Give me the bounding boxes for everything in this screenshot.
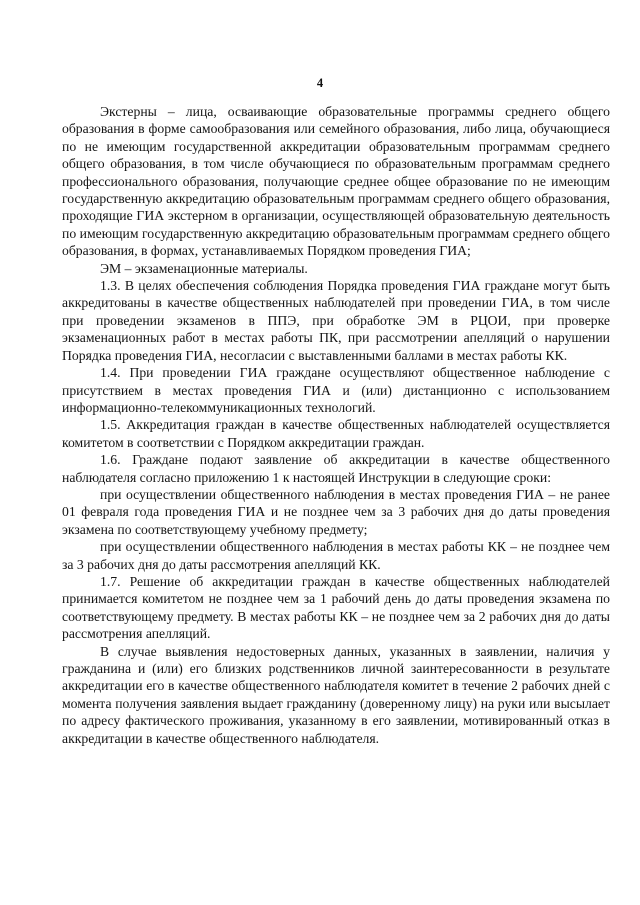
paragraph-externs-definition: Экстерны – лица, осваивающие образовательные программы среднего общего образования в форме самообразования или семейного образования, либо лица, обучающиеся по не имеющим государственной аккредитации образовательным программам среднего общего образования, в том числе обучающиеся по образовательным программам среднего профессионального образования, получающие среднее общее образование по не имеющим государственную аккредитацию образовательным программам среднего общего образования, проходящие ГИА экстерном в организации, осуществляющей образовательную деятельность по имеющим государственную аккредитацию образовательным программам среднего общего образования, в формах, устанавливаемых Порядком проведения ГИА;	[62, 104, 610, 259]
paragraph-1-4: 1.4. При проведении ГИА граждане осуществляют общественное наблюдение с присутствием в местах проведения ГИА и (или) дистанционно с использованием информационно-телекоммуникационных технологий.	[62, 365, 610, 415]
page-number: 4	[316, 76, 324, 90]
paragraph-1-3: 1.3. В целях обеспечения соблюдения Порядка проведения ГИА граждане могут быть аккредитованы в качестве общественных наблюдателей при проведении ГИА, в том числе при проведении экзаменов в ППЭ, при обработке ЭМ в РЦОИ, при проверке экзаменационных работ в местах работы ПК, при рассмотрении апелляций о нарушении Порядка проведения ГИА, несогласии с выставленными баллами в местах работы КК.	[62, 278, 610, 363]
paragraph-em-definition: ЭМ – экзаменационные материалы.	[100, 260, 308, 276]
paragraph-1-7: 1.7. Решение об аккредитации граждан в качестве общественных наблюдателей принимается комитетом не позднее чем за 1 рабочий день до даты проведения экзамена по соответствующему предмету. В местах работы КК – не позднее чем за 2 рабочих дня до даты рассмотрения апелляций.	[62, 573, 610, 642]
paragraph-deadline-gia: при осуществлении общественного наблюдения в местах проведения ГИА – не ранее 01 февраля года проведения ГИА и не позднее чем за 3 рабочих дня до даты проведения экзамена по соответствующему учебному предмету;	[62, 486, 610, 537]
paragraph-deadline-kk: при осуществлении общественного наблюдения в местах работы КК – не позднее чем за 3 рабочих дня до даты рассмотрения апелляций КК.	[62, 539, 610, 572]
paragraph-1-6: 1.6. Граждане подают заявление об аккредитации в качестве общественного наблюдателя согласно приложению 1 к настоящей Инструкции в следующие сроки:	[62, 452, 610, 485]
paragraph-1-5: 1.5. Аккредитация граждан в качестве общественных наблюдателей осуществляется комитетом в соответствии с Порядком аккредитации граждан.	[62, 417, 610, 450]
document-body	[62, 103, 610, 747]
paragraph-refusal: В случае выявления недостоверных данных, указанных в заявлении, наличия у гражданина и (или) его близких родственников личной заинтересованности в результате аккредитации его в качестве общественного наблюдателя комитет в течение 2 рабочих дней с момента получения заявления выдает гражданину (доверенному лицу) на руки или высылает по адресу фактического проживания, указанному в его заявлении, мотивированный отказ в аккредитации в качестве общественного наблюдателя.	[62, 643, 610, 746]
